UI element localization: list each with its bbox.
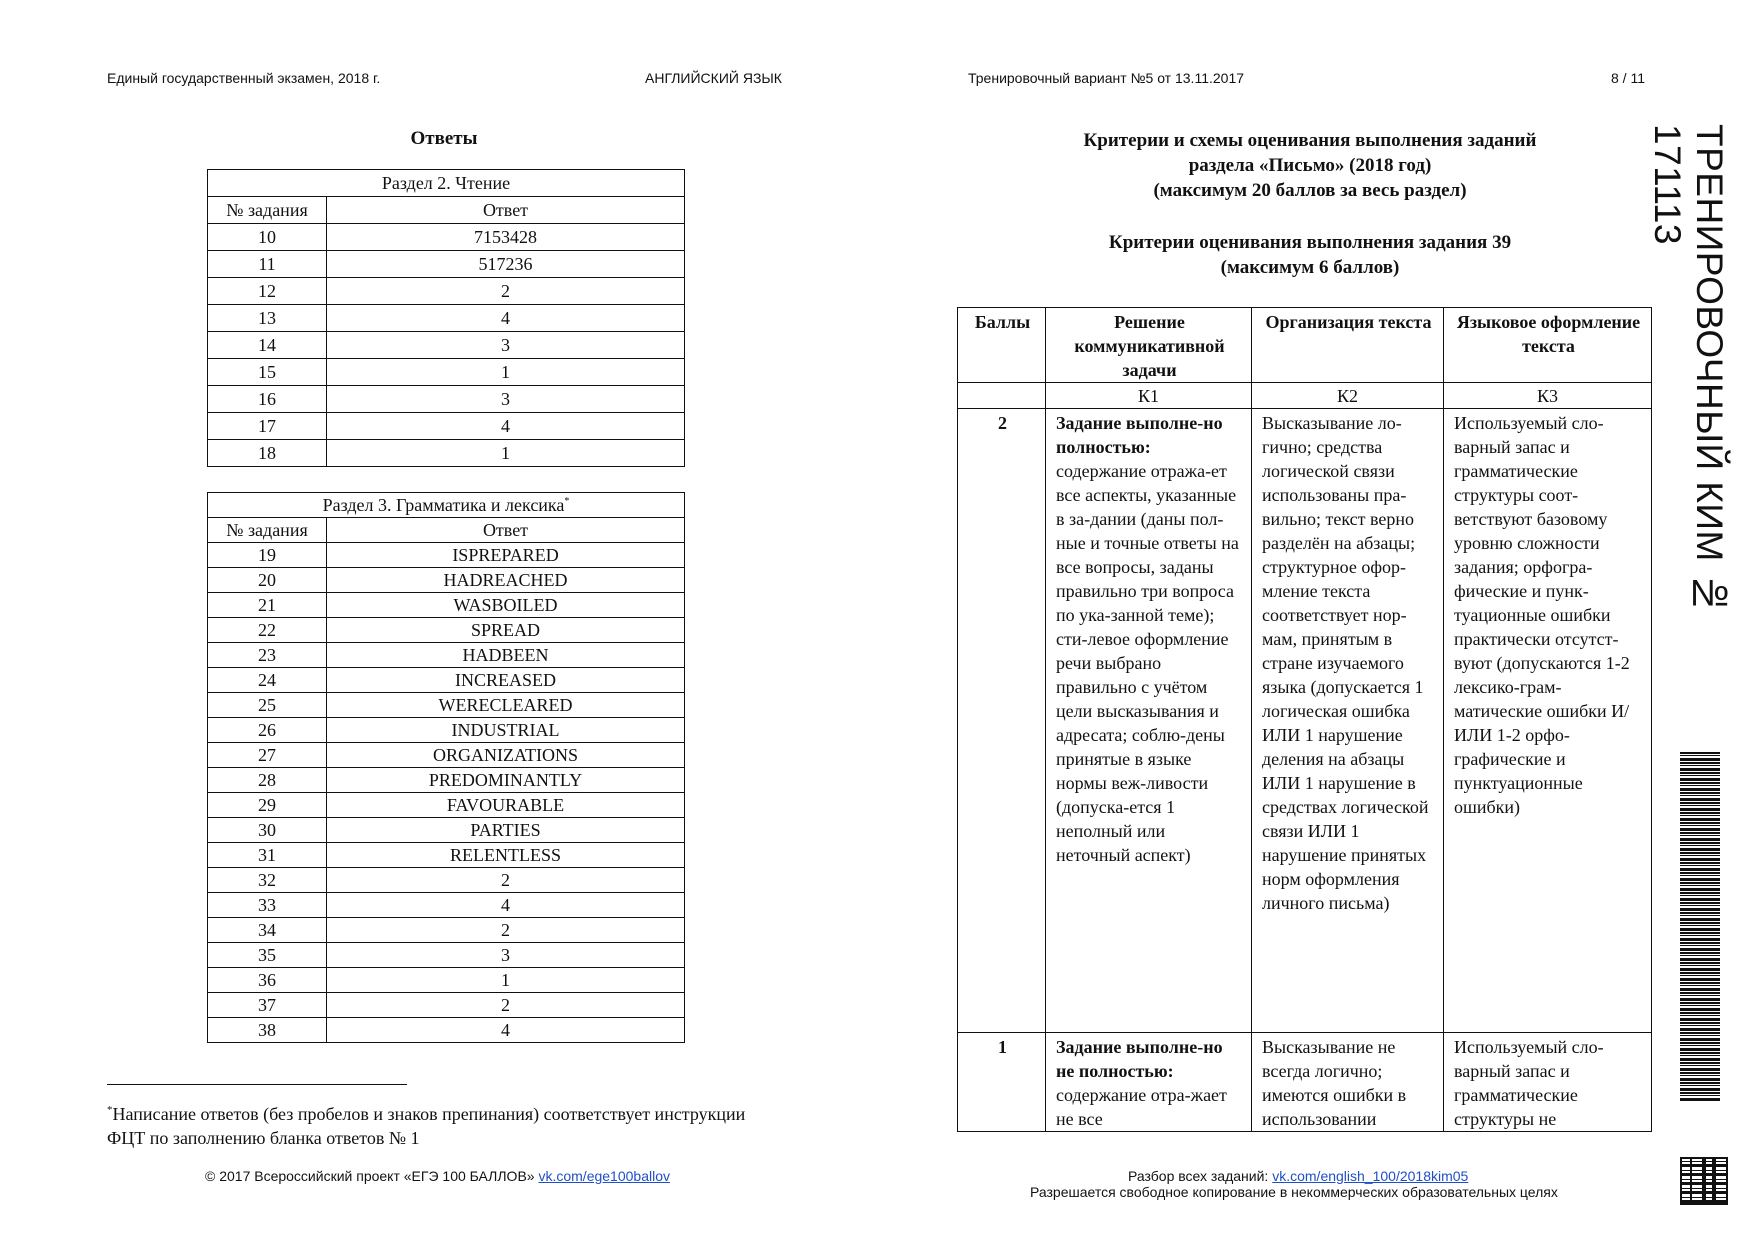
table-row — [208, 543, 685, 568]
footnote-text: Написание ответов (без пробелов и знаков препинания) соответствует инструкции ФЦТ по заполнению бланка ответов № 1 — [107, 1104, 746, 1148]
column-header-answer: Ответ — [327, 197, 685, 224]
table-row — [208, 568, 685, 593]
table-row — [208, 643, 685, 668]
task-answer: 7153428 — [327, 224, 685, 251]
task-answer: ORGANIZATIONS — [327, 743, 685, 768]
criteria-table — [957, 307, 1652, 1132]
criteria-title-line: Критерии и схемы оценивания выполнения заданий — [1083, 130, 1537, 151]
table-row — [208, 818, 685, 843]
task-answer: 3 — [327, 332, 685, 359]
table-row — [208, 413, 685, 440]
task-answer: 2 — [327, 993, 685, 1018]
task-number: 27 — [208, 743, 327, 768]
table-row — [208, 718, 685, 743]
task-answer: 2 — [327, 868, 685, 893]
task-answer: INCREASED — [327, 668, 685, 693]
row1-k2: Высказывание не всегда логично; имеются ошибки в использовании — [1252, 1033, 1444, 1132]
table-row — [208, 793, 685, 818]
header-k3: Языковое оформление текста — [1444, 308, 1652, 383]
table-row — [208, 743, 685, 768]
header-page-number: 8 / 11 — [1611, 70, 1645, 86]
side-kim-label: ТРЕНИРОВОЧНЫЙ КИМ № 171113 — [1647, 124, 1730, 615]
row2-k1-text: содержание отража-ет все аспекты, указанные в за-дании (даны пол-ные и точные ответы на все вопросы, заданы правильно три вопроса по ука-занной теме); сти-левое оформление речи выбрано правильно с учётом цели высказывания и адресата; соблю-дены принятые в языке нормы веж-ливости (допуска-ется 1 неполный или неточный аспект) — [1056, 461, 1239, 865]
code-k3: К3 — [1444, 383, 1652, 409]
task-number: 33 — [208, 893, 327, 918]
table-row — [208, 968, 685, 993]
row1-k1-heading: Задание выполне-но не полностью: — [1056, 1037, 1223, 1081]
table-caption — [208, 493, 685, 518]
task-number: 32 — [208, 868, 327, 893]
header-score: Баллы — [958, 308, 1046, 383]
task-number: 38 — [208, 1018, 327, 1043]
caption-text: Раздел 3. Грамматика и лексика — [322, 495, 565, 515]
table-row — [208, 359, 685, 386]
table-row — [208, 251, 685, 278]
task-number: 31 — [208, 843, 327, 868]
table-row — [208, 618, 685, 643]
task-number: 22 — [208, 618, 327, 643]
task-number: 16 — [208, 386, 327, 413]
task-answer: PARTIES — [327, 818, 685, 843]
code-k1: К1 — [1046, 383, 1252, 409]
barcode — [1680, 752, 1720, 1102]
column-header-answer: Ответ — [327, 518, 685, 543]
task-number: 28 — [208, 768, 327, 793]
task-answer: 4 — [327, 305, 685, 332]
reading-answers-table — [207, 169, 685, 467]
task-number: 30 — [208, 818, 327, 843]
task-number: 24 — [208, 668, 327, 693]
task-number: 13 — [208, 305, 327, 332]
task-number: 25 — [208, 693, 327, 718]
task-answer: HADBEEN — [327, 643, 685, 668]
column-header-number: № задания — [208, 197, 327, 224]
criteria-title-line: (максимум 20 баллов за весь раздел) — [1153, 180, 1467, 201]
task-answer: 3 — [327, 386, 685, 413]
row1-k3: Используемый сло-варный запас и грамматические структуры не — [1444, 1033, 1652, 1132]
task-number: 35 — [208, 943, 327, 968]
task-number: 10 — [208, 224, 327, 251]
task-number: 36 — [208, 968, 327, 993]
task-answer: PREDOMINANTLY — [327, 768, 685, 793]
task-answer: 3 — [327, 943, 685, 968]
task-number: 15 — [208, 359, 327, 386]
task-number: 34 — [208, 918, 327, 943]
criteria-subtitle-line: (максимум 6 баллов) — [1220, 257, 1400, 278]
grammar-answers-table — [207, 492, 685, 1043]
header-k1: Решение коммуникативной задачи — [1046, 308, 1252, 383]
code-k2: К2 — [1252, 383, 1444, 409]
table-row — [208, 440, 685, 467]
row2-k1-heading: Задание выполне-но полностью: — [1056, 413, 1223, 457]
table-row — [208, 668, 685, 693]
table-row — [208, 843, 685, 868]
row2-k2: Высказывание ло-гично; средства логической связи использованы пра-вильно; текст верно разделён на абзацы; структурное офор-мление текста соответствует нор-мам, принятым в стране изучаемого языка (допускается 1 логическая ошибка ИЛИ 1 нарушение деления на абзацы ИЛИ 1 нарушение в средствах логической связи ИЛИ 1 нарушение принятых норм оформления личного письма) — [1252, 409, 1444, 1033]
table-row — [208, 593, 685, 618]
task-answer: 517236 — [327, 251, 685, 278]
table-row — [208, 693, 685, 718]
task-answer: HADREACHED — [327, 568, 685, 593]
column-header-number: № задания — [208, 518, 327, 543]
footnote-divider — [107, 1084, 407, 1085]
task-answer: 4 — [327, 1018, 685, 1043]
table-row — [208, 1018, 685, 1043]
table-row — [208, 305, 685, 332]
header-exam-title: Единый государственный экзамен, 2018 г. — [107, 70, 381, 86]
criteria-title-line: раздела «Письмо» (2018 год) — [1188, 155, 1432, 176]
row1-k1 — [1046, 1033, 1252, 1132]
task-number: 37 — [208, 993, 327, 1018]
table-row — [208, 768, 685, 793]
task-number: 26 — [208, 718, 327, 743]
score-2: 2 — [958, 409, 1046, 1033]
table-row — [208, 893, 685, 918]
table-row — [208, 224, 685, 251]
row2-k3: Используемый сло-варный запас и грамматические структуры соот-ветствуют базовому уровню сложности задания; орфогра-фические и пунк-туационные ошибки практически отсутст-вуют (допускаются 1-2 лексико-грам-матические ошибки И/ИЛИ 1-2 орфо-графические и пунктуационные ошибки) — [1444, 409, 1652, 1033]
row1-k1-text: содержание отра-жает не все — [1056, 1085, 1227, 1129]
table-row — [208, 278, 685, 305]
task-number: 29 — [208, 793, 327, 818]
header-k2: Организация текста — [1252, 308, 1444, 383]
task-answer: 1 — [327, 968, 685, 993]
task-answer: FAVOURABLE — [327, 793, 685, 818]
task-answer: WASBOILED — [327, 593, 685, 618]
answers-title: Ответы — [410, 128, 478, 149]
task-answer: RELENTLESS — [327, 843, 685, 868]
task-answer: WERECLEARED — [327, 693, 685, 718]
task-number: 17 — [208, 413, 327, 440]
table-row — [208, 332, 685, 359]
footer-copyright-text: © 2017 Всероссийский проект «ЕГЭ 100 БАЛЛОВ» — [205, 1168, 539, 1184]
footer-copyright — [205, 1168, 670, 1184]
task-answer: 2 — [327, 918, 685, 943]
footer-analysis-text: Разбор всех заданий: — [1128, 1168, 1273, 1184]
task-answer: 4 — [327, 893, 685, 918]
task-number: 20 — [208, 568, 327, 593]
task-number: 14 — [208, 332, 327, 359]
criteria-subtitle — [990, 230, 1630, 280]
criteria-title — [990, 128, 1630, 203]
header-variant: Тренировочный вариант №5 от 13.11.2017 — [968, 70, 1245, 86]
table-row — [208, 868, 685, 893]
task-number: 18 — [208, 440, 327, 467]
footnote — [107, 1098, 787, 1150]
task-number: 12 — [208, 278, 327, 305]
table-row — [208, 386, 685, 413]
criteria-subtitle-line: Критерии оценивания выполнения задания 39 — [1108, 232, 1512, 253]
task-number: 23 — [208, 643, 327, 668]
table-row — [208, 943, 685, 968]
footer-link-analysis[interactable]: vk.com/english_100/2018kim05 — [1272, 1168, 1469, 1184]
task-answer: 4 — [327, 413, 685, 440]
table-row — [208, 993, 685, 1018]
footer-link-project[interactable]: vk.com/ege100ballov — [538, 1168, 670, 1184]
task-answer: SPREAD — [327, 618, 685, 643]
task-number: 21 — [208, 593, 327, 618]
task-answer: 1 — [327, 359, 685, 386]
score-1: 1 — [958, 1033, 1046, 1132]
header-subject: АНГЛИЙСКИЙ ЯЗЫК — [645, 70, 782, 86]
task-answer: INDUSTRIAL — [327, 718, 685, 743]
footer-analysis — [1128, 1168, 1468, 1184]
row2-k1 — [1046, 409, 1252, 1033]
table-row — [208, 918, 685, 943]
task-number: 11 — [208, 251, 327, 278]
footer-copy-note: Разрешается свободное копирование в некоммерческих образовательных целях — [1030, 1184, 1558, 1200]
task-answer: 2 — [327, 278, 685, 305]
qr-code — [1680, 1157, 1728, 1205]
footnote-mark: * — [107, 1104, 113, 1116]
task-number: 19 — [208, 543, 327, 568]
footnote-mark: * — [564, 496, 570, 507]
table-caption: Раздел 2. Чтение — [208, 170, 685, 197]
task-answer: ISPREPARED — [327, 543, 685, 568]
code-score — [958, 383, 1046, 409]
task-answer: 1 — [327, 440, 685, 467]
